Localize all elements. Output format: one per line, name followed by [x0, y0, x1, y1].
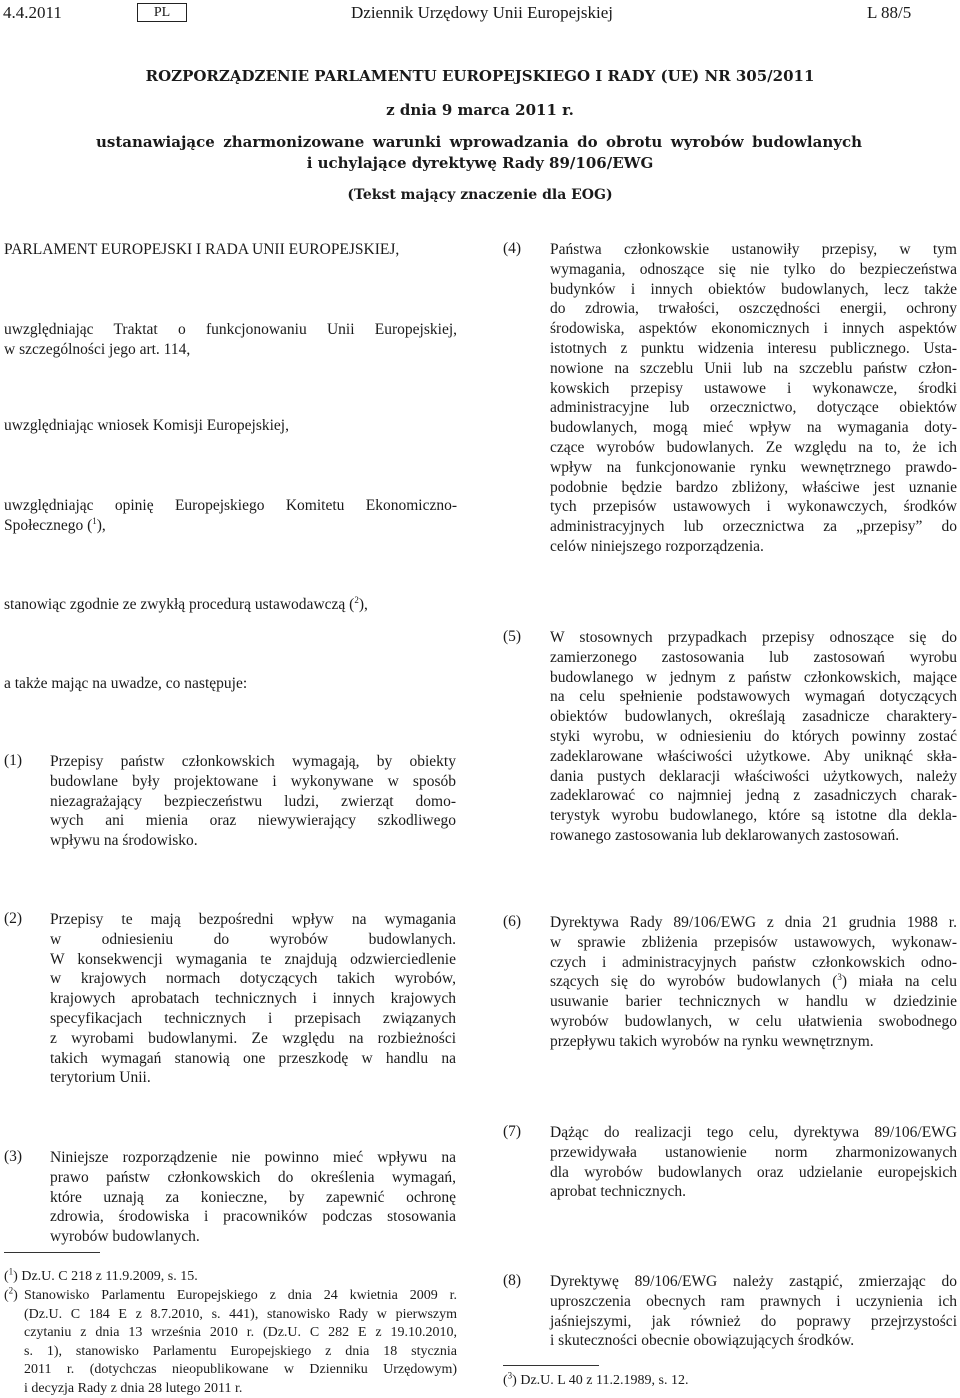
recital-number: (6)	[503, 913, 521, 931]
text-line: administracyjne lub orzecznictwo, dotyczące obiektów	[550, 398, 957, 418]
footnote-number: 1	[9, 1266, 14, 1276]
footnote-text: Dz.U. L 40 z 11.2.1989, s. 12.	[520, 1373, 688, 1388]
text-line: Dyrektywa Rady 89/106/EWG z dnia 21 grudnia 1988 r.	[550, 913, 957, 933]
text-line: budowlanych, mogą mieć wpływ na wymagania doty-	[550, 418, 957, 438]
text: Społecznego (	[4, 517, 92, 534]
text: szących się do wyrobów budowlanych (	[550, 973, 837, 990]
citation-treaty	[4, 320, 457, 360]
whereas-intro: a także mając na uwadze, co następuje:	[4, 674, 247, 694]
text-line: wymagania, odnoszące się nie tylko do bezpieczeństwa	[550, 260, 957, 280]
regulation-title: ROZPORZĄDZENIE PARLAMENTU EUROPEJSKIEGO I RADY (UE) NR 305/2011	[0, 67, 960, 85]
citation-eesc	[4, 496, 457, 536]
recital-6	[550, 913, 957, 1052]
text-line: przepływu takich wyrobów na rynku wewnętrznym.	[550, 1032, 957, 1052]
text-line: w odniesieniu do wyrobów budowlanych.	[50, 930, 456, 950]
text-line: obiektów budowlanych, określają zasadnicze charaktery-	[550, 707, 957, 727]
text-line: które uznają za konieczne, by zapewnić ochronę	[50, 1188, 456, 1208]
footnote-number: 2	[9, 1285, 14, 1295]
text-line: budowlanego w jednym z państw członkowskich, mające	[550, 668, 957, 688]
text-line: w krajowych normach dotyczących takich wyrobów,	[50, 969, 456, 989]
text-line: krajowych aprobatach technicznych i innych krajowych	[50, 989, 456, 1009]
text-line: dla wyrobów budowlanych oraz udzielanie europejskich	[550, 1163, 957, 1183]
text-line: istotnych z punktu widzenia interesu publicznego. Usta-	[550, 339, 957, 359]
text-line: specyfikacjach technicznych i przepisach związanych	[50, 1009, 456, 1029]
text-line: Przepisy państw członkowskich wymagają, by obiekty	[50, 752, 456, 772]
text-line: do zdrowia, trwałości, oszczędności energii, ochrony	[550, 299, 957, 319]
text-line: czytaniu z dnia 13 września 2010 r. (Dz.U. C 282 E z 19.10.2010,	[24, 1324, 457, 1343]
text-line: uwzględniając opinię Europejskiego Komitetu Ekonomiczno-	[4, 496, 457, 516]
text-line: Niniejsze rozporządzenie nie powinno mieć wpływu na	[50, 1148, 456, 1168]
footnote-2	[4, 1287, 457, 1398]
text-line: aprobat technicznych.	[550, 1182, 957, 1202]
recital-number: (1)	[4, 752, 22, 770]
recital-7	[550, 1123, 957, 1202]
recital-number: (7)	[503, 1123, 521, 1141]
text: ) miała na celu	[842, 973, 957, 990]
text-line: czące wyrobów budowlanych. Ze względu na to, że ich	[550, 438, 957, 458]
text-line: z wyrobami budowlanymi. Ze względu na rozbieżności	[50, 1029, 456, 1049]
footnote-ref[interactable]: 2	[354, 595, 359, 605]
text-line: Przepisy te mają bezpośredni wpływ na wymagania	[50, 910, 456, 930]
parliament-heading: PARLAMENT EUROPEJSKI I RADA UNII EUROPEJSKIEJ,	[4, 240, 399, 260]
citation-commission: uwzględniając wniosek Komisji Europejskiej,	[4, 416, 289, 436]
footnote-mark: ($^1$)	[4, 1269, 18, 1284]
text-line: i skuteczności obecnie obowiązujących środków.	[550, 1331, 957, 1351]
text-line: dania pustych deklaracji właściwości użytkowych, należy	[550, 767, 957, 787]
recital-8	[550, 1272, 957, 1351]
text-line: kowskich przepisy ustawowe i wykonawcze, środki	[550, 379, 957, 399]
text-line	[4, 516, 457, 536]
footnote-ref[interactable]: 3	[837, 972, 842, 982]
text-line: takich wymagań stanowią one przeszkodę w handlu na	[50, 1049, 456, 1069]
text-line: wych ani mienia oraz niewywierający szkodliwego	[50, 811, 456, 831]
journal-title: Dziennik Urzędowy Unii Europejskiej	[351, 3, 613, 23]
text-line: niezagrażający bezpieczeństwu ludzi, zwierząt domo-	[50, 792, 456, 812]
footnote-text: Dz.U. C 218 z 11.9.2009, s. 15.	[21, 1269, 197, 1284]
recital-4	[550, 240, 957, 557]
text-line: terytorium Unii.	[50, 1068, 456, 1088]
recital-2	[50, 910, 456, 1088]
recital-number: (4)	[503, 240, 521, 258]
text-line: Dążąc do realizacji tego celu, dyrektywa 89/106/EWG	[550, 1123, 957, 1143]
text: ),	[97, 517, 106, 534]
text-line: nowione na szczeblu Unii lub na szczeblu państw człon-	[550, 359, 957, 379]
text-line: terystyk wyrobu budowlanego, które są istotne dla deklа-	[550, 806, 957, 826]
text-line: 2011 r. (dotychczas nieopublikowane w Dzienniku Urzędowym)	[24, 1361, 457, 1380]
regulation-subject-line-2: i uchylające dyrektywę Rady 89/106/EWG	[0, 154, 960, 172]
text-line: (Dz.U. C 184 E z 8.7.2010, s. 441), stanowisko Rady w pierwszym	[24, 1306, 457, 1325]
text-line: tych przepisów ustawowych i wykonawczych, środków	[550, 497, 957, 517]
text-line: budowlane były projektowane i wykonywane w sposób	[50, 772, 456, 792]
text-line: Państwa członkowskie ustanowiły przepisy, w tym	[550, 240, 957, 260]
recital-number: (3)	[4, 1148, 22, 1166]
footnote-3	[503, 1372, 688, 1391]
text-line: wpływu na środowisko.	[50, 831, 456, 851]
footnote-separator	[503, 1365, 599, 1366]
footnote-separator	[4, 1252, 100, 1253]
text-line: czych i administracyjnych państw członkowskich odno-	[550, 953, 957, 973]
text-line: zadeklarowane właściwości użytkowe. Aby uniknąć skła-	[550, 747, 957, 767]
text-line: uwzględniając Traktat o funkcjonowaniu Unii Europejskiej,	[4, 320, 457, 340]
text-line: prawo państw członkowskich do określenia wymagań,	[50, 1168, 456, 1188]
text-line: zamierzonego zastosowania lub zastosowań wyrobu	[550, 648, 957, 668]
footnote-number: 3	[508, 1370, 513, 1380]
text-line: przewidywała ustanowienie norm zharmonizowanych	[550, 1143, 957, 1163]
recital-number: (2)	[4, 910, 22, 928]
footnote-ref[interactable]: 1	[92, 516, 97, 526]
text-line: celów niniejszego rozporządzenia.	[550, 537, 957, 557]
footnote-1	[4, 1268, 457, 1287]
text-line: zadeklarować co najmniej jedną z zasadniczych charak-	[550, 786, 957, 806]
text-line: środowiska, aspektów ekonomicznych i innych aspektów	[550, 319, 957, 339]
text-line: rowanego zastosowania lub deklarowanych zastosowań.	[550, 826, 957, 846]
text-line: budynków i innych obiektów budowlanych, lecz także	[550, 280, 957, 300]
text-line: na celu spełnienie podstawowych wymagań dotyczących	[550, 687, 957, 707]
text-line: uproszczenia obecnych ram prawnych i uczynienia ich	[550, 1292, 957, 1312]
language-code-badge: PL	[137, 3, 187, 22]
text-line: zdrowia, środowiska i pracowników podczas stosowania	[50, 1207, 456, 1227]
eea-relevance: (Tekst mający znaczenie dla EOG)	[0, 187, 960, 203]
footnote-mark: ($^3$)	[503, 1373, 517, 1388]
text-line: Stanowisko Parlamentu Europejskiego z dnia 24 kwietnia 2009 r.	[24, 1287, 457, 1306]
legislative-procedure	[4, 595, 368, 615]
text-line: wpływ na funkcjonowanie rynku wewnętrznego prawdo-	[550, 458, 957, 478]
text-line: jaśniejszymi, jak również do poprawy przejrzystości	[550, 1312, 957, 1332]
text-line: W konsekwencji wymagania te znajdują odzwierciedlenie	[50, 950, 456, 970]
text: ),	[359, 596, 368, 613]
regulation-subject-line-1: ustanawiające zharmonizowane warunki wprowadzania do obrotu wyrobów budowlanych	[96, 133, 862, 151]
recital-5	[550, 628, 957, 846]
text-line: i decyzja Rady z dnia 28 lutego 2011 r.	[24, 1380, 457, 1398]
text-line	[550, 972, 957, 992]
recital-number: (5)	[503, 628, 521, 646]
recital-1	[50, 752, 456, 851]
text-line: wyrobów budowlanych.	[50, 1227, 456, 1247]
text-line: usuwanie barier technicznych w handlu w dziedzinie	[550, 992, 957, 1012]
footnote-mark: ($^2$)	[4, 1287, 24, 1398]
regulation-date: z dnia 9 marca 2011 r.	[0, 101, 960, 119]
header-date: 4.4.2011	[3, 3, 62, 23]
text: stanowiąc zgodnie ze zwykłą procedurą ustawodawczą (	[4, 596, 354, 613]
text-line: administracyjnych lub orzecznictwa za „przepisy” do	[550, 517, 957, 537]
recital-3	[50, 1148, 456, 1247]
page-number: L 88/5	[867, 3, 911, 23]
text-line: w sprawie zbliżenia przepisów ustawowych, wykonaw-	[550, 933, 957, 953]
recital-number: (8)	[503, 1272, 521, 1290]
text-line: Dyrektywę 89/106/EWG należy zastąpić, zmierzając do	[550, 1272, 957, 1292]
text-line: w szczególności jego art. 114,	[4, 340, 457, 360]
text-line: styki wyrobu, w odniesieniu do których powinny zostać	[550, 727, 957, 747]
text-line: W stosownych przypadkach przepisy odnoszące się do	[550, 628, 957, 648]
text-line: s. 1), stanowisko Parlamentu Europejskiego z dnia 18 stycznia	[24, 1343, 457, 1362]
text-line: podobnie będzie bardzo zbliżony, właściwe jest uznanie	[550, 478, 957, 498]
text-line: wyrobów budowlanych, w celu ułatwienia swobodnego	[550, 1012, 957, 1032]
